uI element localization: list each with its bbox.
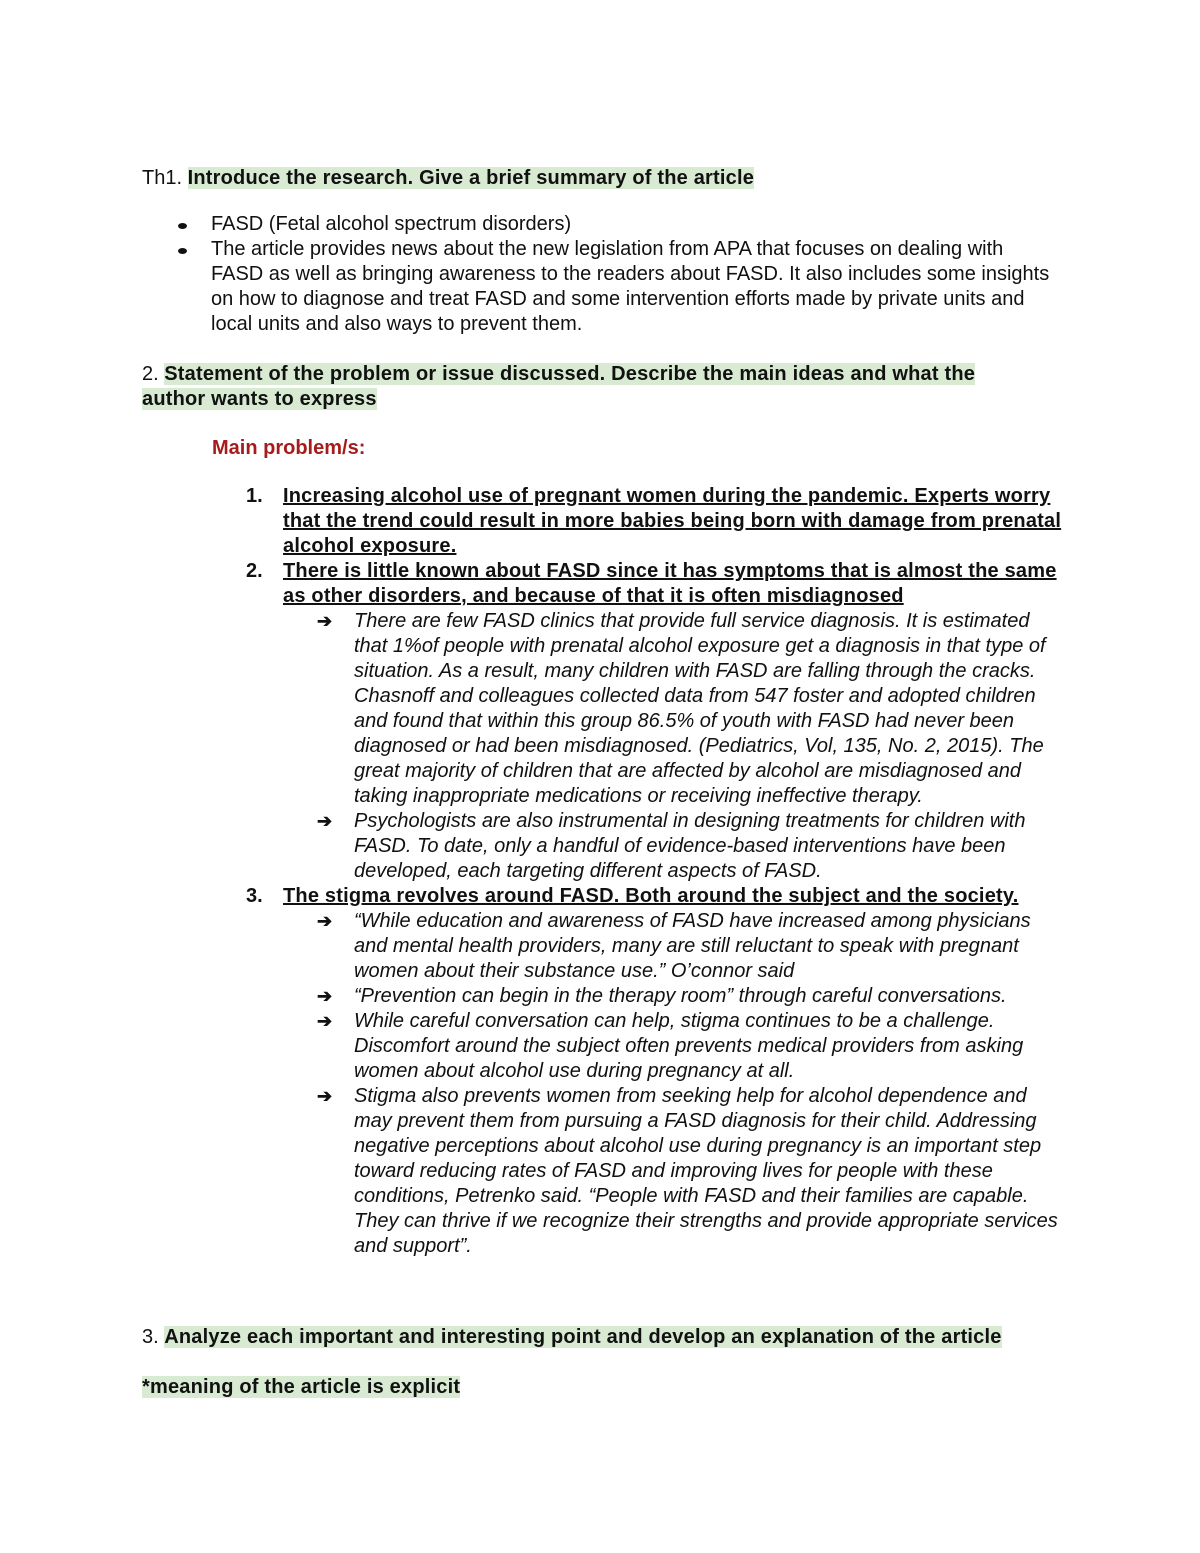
arrow-right-icon: ➔ bbox=[317, 1011, 333, 1031]
arrow-right-icon: ➔ bbox=[317, 611, 333, 631]
problem-title: The stigma revolves around FASD. Both around the subject and the society. bbox=[283, 885, 1019, 907]
problem-item bbox=[246, 559, 1066, 884]
section2-title-line1: Statement of the problem or issue discussed. Describe the main ideas and what the bbox=[164, 363, 976, 385]
sub-point-text: “Prevention can begin in the therapy room” through careful conversations. bbox=[354, 985, 1007, 1007]
arrow-right-icon: ➔ bbox=[317, 1086, 333, 1106]
section2-heading bbox=[142, 362, 1042, 412]
sub-point bbox=[317, 1084, 1066, 1259]
section2-title-line2: author wants to express bbox=[142, 388, 377, 410]
bullet-icon bbox=[178, 248, 187, 254]
problem-number: 1. bbox=[246, 485, 263, 507]
section3-note: *meaning of the article is explicit bbox=[142, 1376, 461, 1398]
arrow-right-icon: ➔ bbox=[317, 811, 333, 831]
section3-note-line bbox=[142, 1375, 460, 1400]
bullet-icon bbox=[178, 223, 187, 229]
problem-number: 2. bbox=[246, 560, 263, 582]
sub-point-list bbox=[283, 609, 1066, 884]
problem-item bbox=[246, 884, 1066, 1259]
sub-point bbox=[317, 909, 1066, 984]
sub-point bbox=[317, 809, 1066, 884]
problem-item bbox=[246, 484, 1066, 559]
th1-title: Introduce the research. Give a brief summary of the article bbox=[187, 167, 755, 189]
bullet-text: The article provides news about the new legislation from APA that focuses on dealing with FASD as well as bringing awareness to the readers about FASD. It also includes some insights on how to diagnose and treat FASD and some intervention efforts made by private units and local units and also ways to prevent them. bbox=[211, 238, 1050, 335]
sub-point bbox=[317, 1009, 1066, 1084]
section3-heading bbox=[142, 1325, 1002, 1350]
list-item bbox=[178, 237, 1058, 337]
section2-prefix: 2. bbox=[142, 363, 159, 385]
sub-point-text: Psychologists are also instrumental in designing treatments for children with FASD. To date, only a handful of evidence-based interventions have been developed, each targeting different aspects of FASD. bbox=[354, 810, 1026, 882]
main-problem-label: Main problem/s: bbox=[212, 437, 366, 459]
problem-number: 3. bbox=[246, 885, 263, 907]
sub-point-text: “While education and awareness of FASD have increased among physicians and mental health providers, many are still reluctant to speak with pregnant women about their substance use.” O’connor said bbox=[354, 910, 1031, 982]
problems-list bbox=[246, 484, 1066, 1259]
list-item bbox=[178, 212, 1058, 237]
th1-heading bbox=[142, 166, 754, 191]
th1-prefix: Th1. bbox=[142, 167, 183, 189]
section3-title: Analyze each important and interesting point and develop an explanation of the article bbox=[164, 1326, 1002, 1348]
section3-prefix: 3. bbox=[142, 1326, 159, 1348]
problem-title: There is little known about FASD since it has symptoms that is almost the same as other disorders, and because of that it is often misdiagnosed bbox=[283, 560, 1057, 607]
arrow-right-icon: ➔ bbox=[317, 986, 333, 1006]
sub-point bbox=[317, 984, 1066, 1009]
problem-title: Increasing alcohol use of pregnant women during the pandemic. Experts worry that the trend could result in more babies being born with damage from prenatal alcohol exposure. bbox=[283, 485, 1062, 557]
sub-point-text: Stigma also prevents women from seeking help for alcohol dependence and may prevent them from pursuing a FASD diagnosis for their child. Addressing negative perceptions about alcohol use during pregnancy is an important step toward reducing rates of FASD and improving lives for people with these conditions, Petrenko said. “People with FASD and their families are capable. They can thrive if we recognize their strengths and provide appropriate services and support”. bbox=[354, 1085, 1058, 1257]
sub-point bbox=[317, 609, 1066, 809]
arrow-right-icon: ➔ bbox=[317, 911, 333, 931]
sub-point-text: There are few FASD clinics that provide full service diagnosis. It is estimated that 1%of people with prenatal alcohol exposure get a diagnosis in that type of situation. As a result, many children with FASD are falling through the cracks. Chasnoff and colleagues collected data from 547 foster and adopted children and found that within this group 86.5% of youth with FASD had never been diagnosed or had been misdiagnosed. (Pediatrics, Vol, 135, No. 2, 2015). The great majority of children that are affected by alcohol are misdiagnosed and taking inappropriate medications or receiving ineffective therapy. bbox=[354, 610, 1046, 807]
bullet-text: FASD (Fetal alcohol spectrum disorders) bbox=[211, 213, 572, 235]
th1-bullet-list bbox=[178, 212, 1058, 337]
sub-point-list bbox=[283, 909, 1066, 1259]
sub-point-text: While careful conversation can help, stigma continues to be a challenge. Discomfort around the subject often prevents medical providers from asking women about alcohol use during pregnancy at all. bbox=[354, 1010, 1024, 1082]
